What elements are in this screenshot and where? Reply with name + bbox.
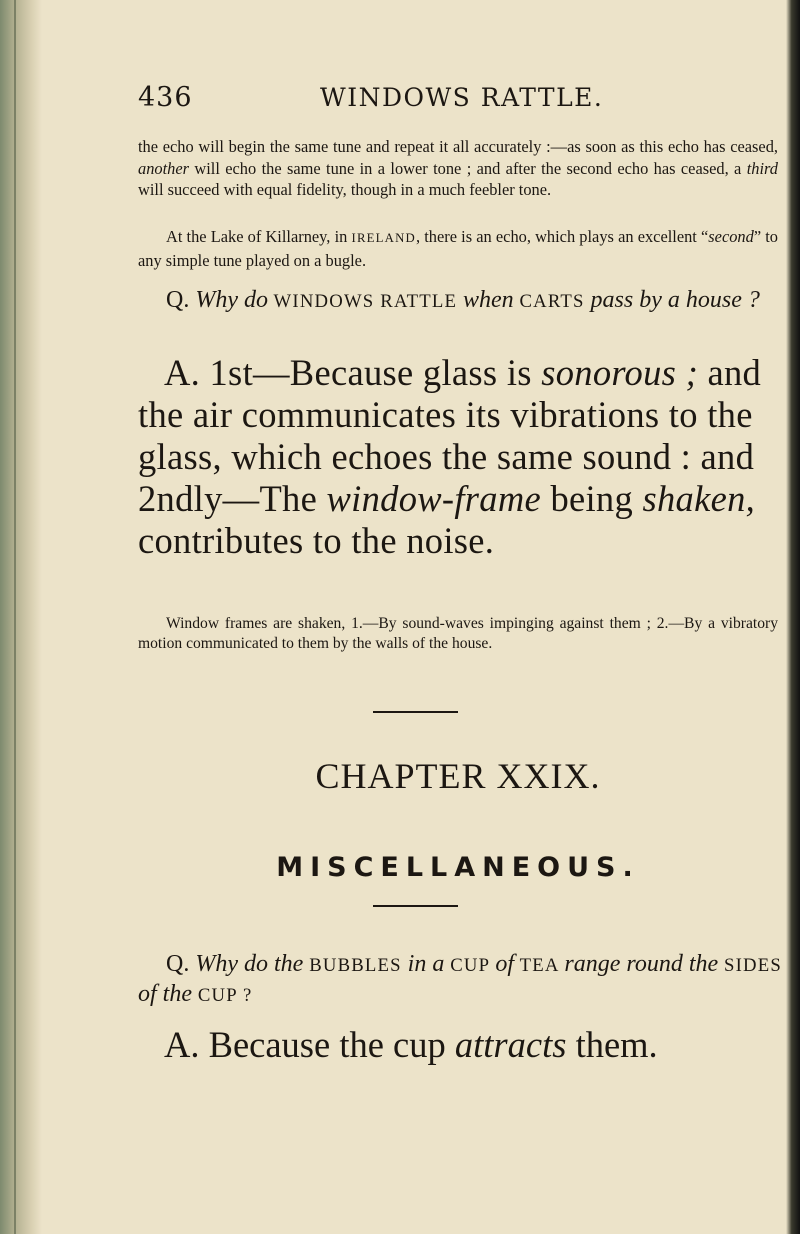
a1-text-6: shaken, bbox=[642, 478, 756, 519]
question-bubbles bbox=[138, 950, 788, 1010]
a1-text-2: sonorous ; bbox=[541, 352, 699, 393]
q2-text-1: Q. bbox=[166, 951, 196, 977]
q1-text-1: Q. bbox=[166, 287, 196, 313]
p2-text-1: At the Lake of Killarney, in bbox=[166, 227, 352, 246]
paragraph-killarney bbox=[138, 226, 778, 271]
q1-text-2: Why do bbox=[195, 287, 268, 313]
a2-text-2: attracts bbox=[454, 1024, 567, 1065]
a1-text-3: and the air communicates its vibrations to the glass, which echoes the same sound : and 2ndly—The bbox=[138, 352, 762, 519]
q2-text-3: BUBBLES bbox=[303, 955, 408, 976]
page-number: 436 bbox=[138, 82, 193, 113]
running-head: WINDOWS RATTLE. bbox=[320, 83, 604, 112]
p1-text-3: will echo the same tune in a lower tone ; and after the second echo has ceased, a bbox=[189, 158, 747, 178]
q2-text-7: TEA bbox=[514, 955, 565, 976]
q2-text-5: CUP bbox=[444, 955, 496, 976]
a1-text-1: A. 1st—Because glass is bbox=[164, 352, 542, 393]
divider-top bbox=[373, 711, 458, 713]
a1-text-7: contributes to the noise. bbox=[138, 520, 495, 561]
q2-text-2: Why do the bbox=[195, 951, 304, 977]
section-title: MISCELLANEOUS. bbox=[276, 852, 640, 883]
page-gutter bbox=[0, 0, 42, 1234]
p1-text-2: another bbox=[138, 158, 189, 178]
q2-text-4: in a bbox=[407, 951, 445, 977]
p1-text-1: the echo will begin the same tune and repeat it all accurately :—as soon as this echo has ceased, bbox=[138, 137, 778, 156]
gutter-line bbox=[14, 0, 16, 1234]
divider-bottom bbox=[373, 905, 458, 907]
paragraph-echo-continued bbox=[138, 136, 778, 201]
q2-text-8: range round the bbox=[564, 951, 719, 977]
a2-text-3: them. bbox=[566, 1024, 658, 1065]
q1-text-5: CARTS bbox=[513, 291, 591, 312]
a1-text-5: being bbox=[541, 478, 643, 519]
q1-text-4: when bbox=[462, 287, 514, 313]
q2-text-10: of the bbox=[138, 981, 192, 1007]
p2-text-5: ” to any simple tune played on a bugle. bbox=[138, 227, 778, 270]
page-edge bbox=[786, 0, 800, 1234]
p1-text-5: will succeed with equal fidelity, though in a much feebler tone. bbox=[138, 180, 552, 199]
a1-text-4: window-frame bbox=[326, 478, 542, 519]
page-header bbox=[138, 82, 778, 122]
question-windows-rattle bbox=[138, 286, 778, 316]
p2-text-4: second bbox=[708, 227, 754, 246]
q2-text-11: CUP ? bbox=[192, 985, 253, 1006]
a2-text-1: A. Because the cup bbox=[164, 1024, 455, 1065]
q2-text-9: SIDES bbox=[718, 955, 782, 976]
answer-windows-rattle bbox=[138, 352, 788, 562]
note-window-frames: Window frames are shaken, 1.—By sound-waves impinging against them ; 2.—By a vibratory motion communicated to them by the walls of the house. bbox=[138, 615, 778, 652]
answer-bubbles bbox=[138, 1024, 788, 1066]
p2-text-2: IRELAND bbox=[351, 231, 416, 245]
book-page bbox=[128, 0, 780, 1234]
q1-text-6: pass by a house ? bbox=[590, 287, 760, 313]
chapter-title: CHAPTER XXIX. bbox=[315, 756, 601, 796]
p1-text-4: third bbox=[746, 158, 778, 178]
p2-text-3: , there is an echo, which plays an excellent “ bbox=[415, 227, 709, 246]
q1-text-3: WINDOWS RATTLE bbox=[268, 291, 463, 312]
q2-text-6: of bbox=[495, 951, 515, 977]
